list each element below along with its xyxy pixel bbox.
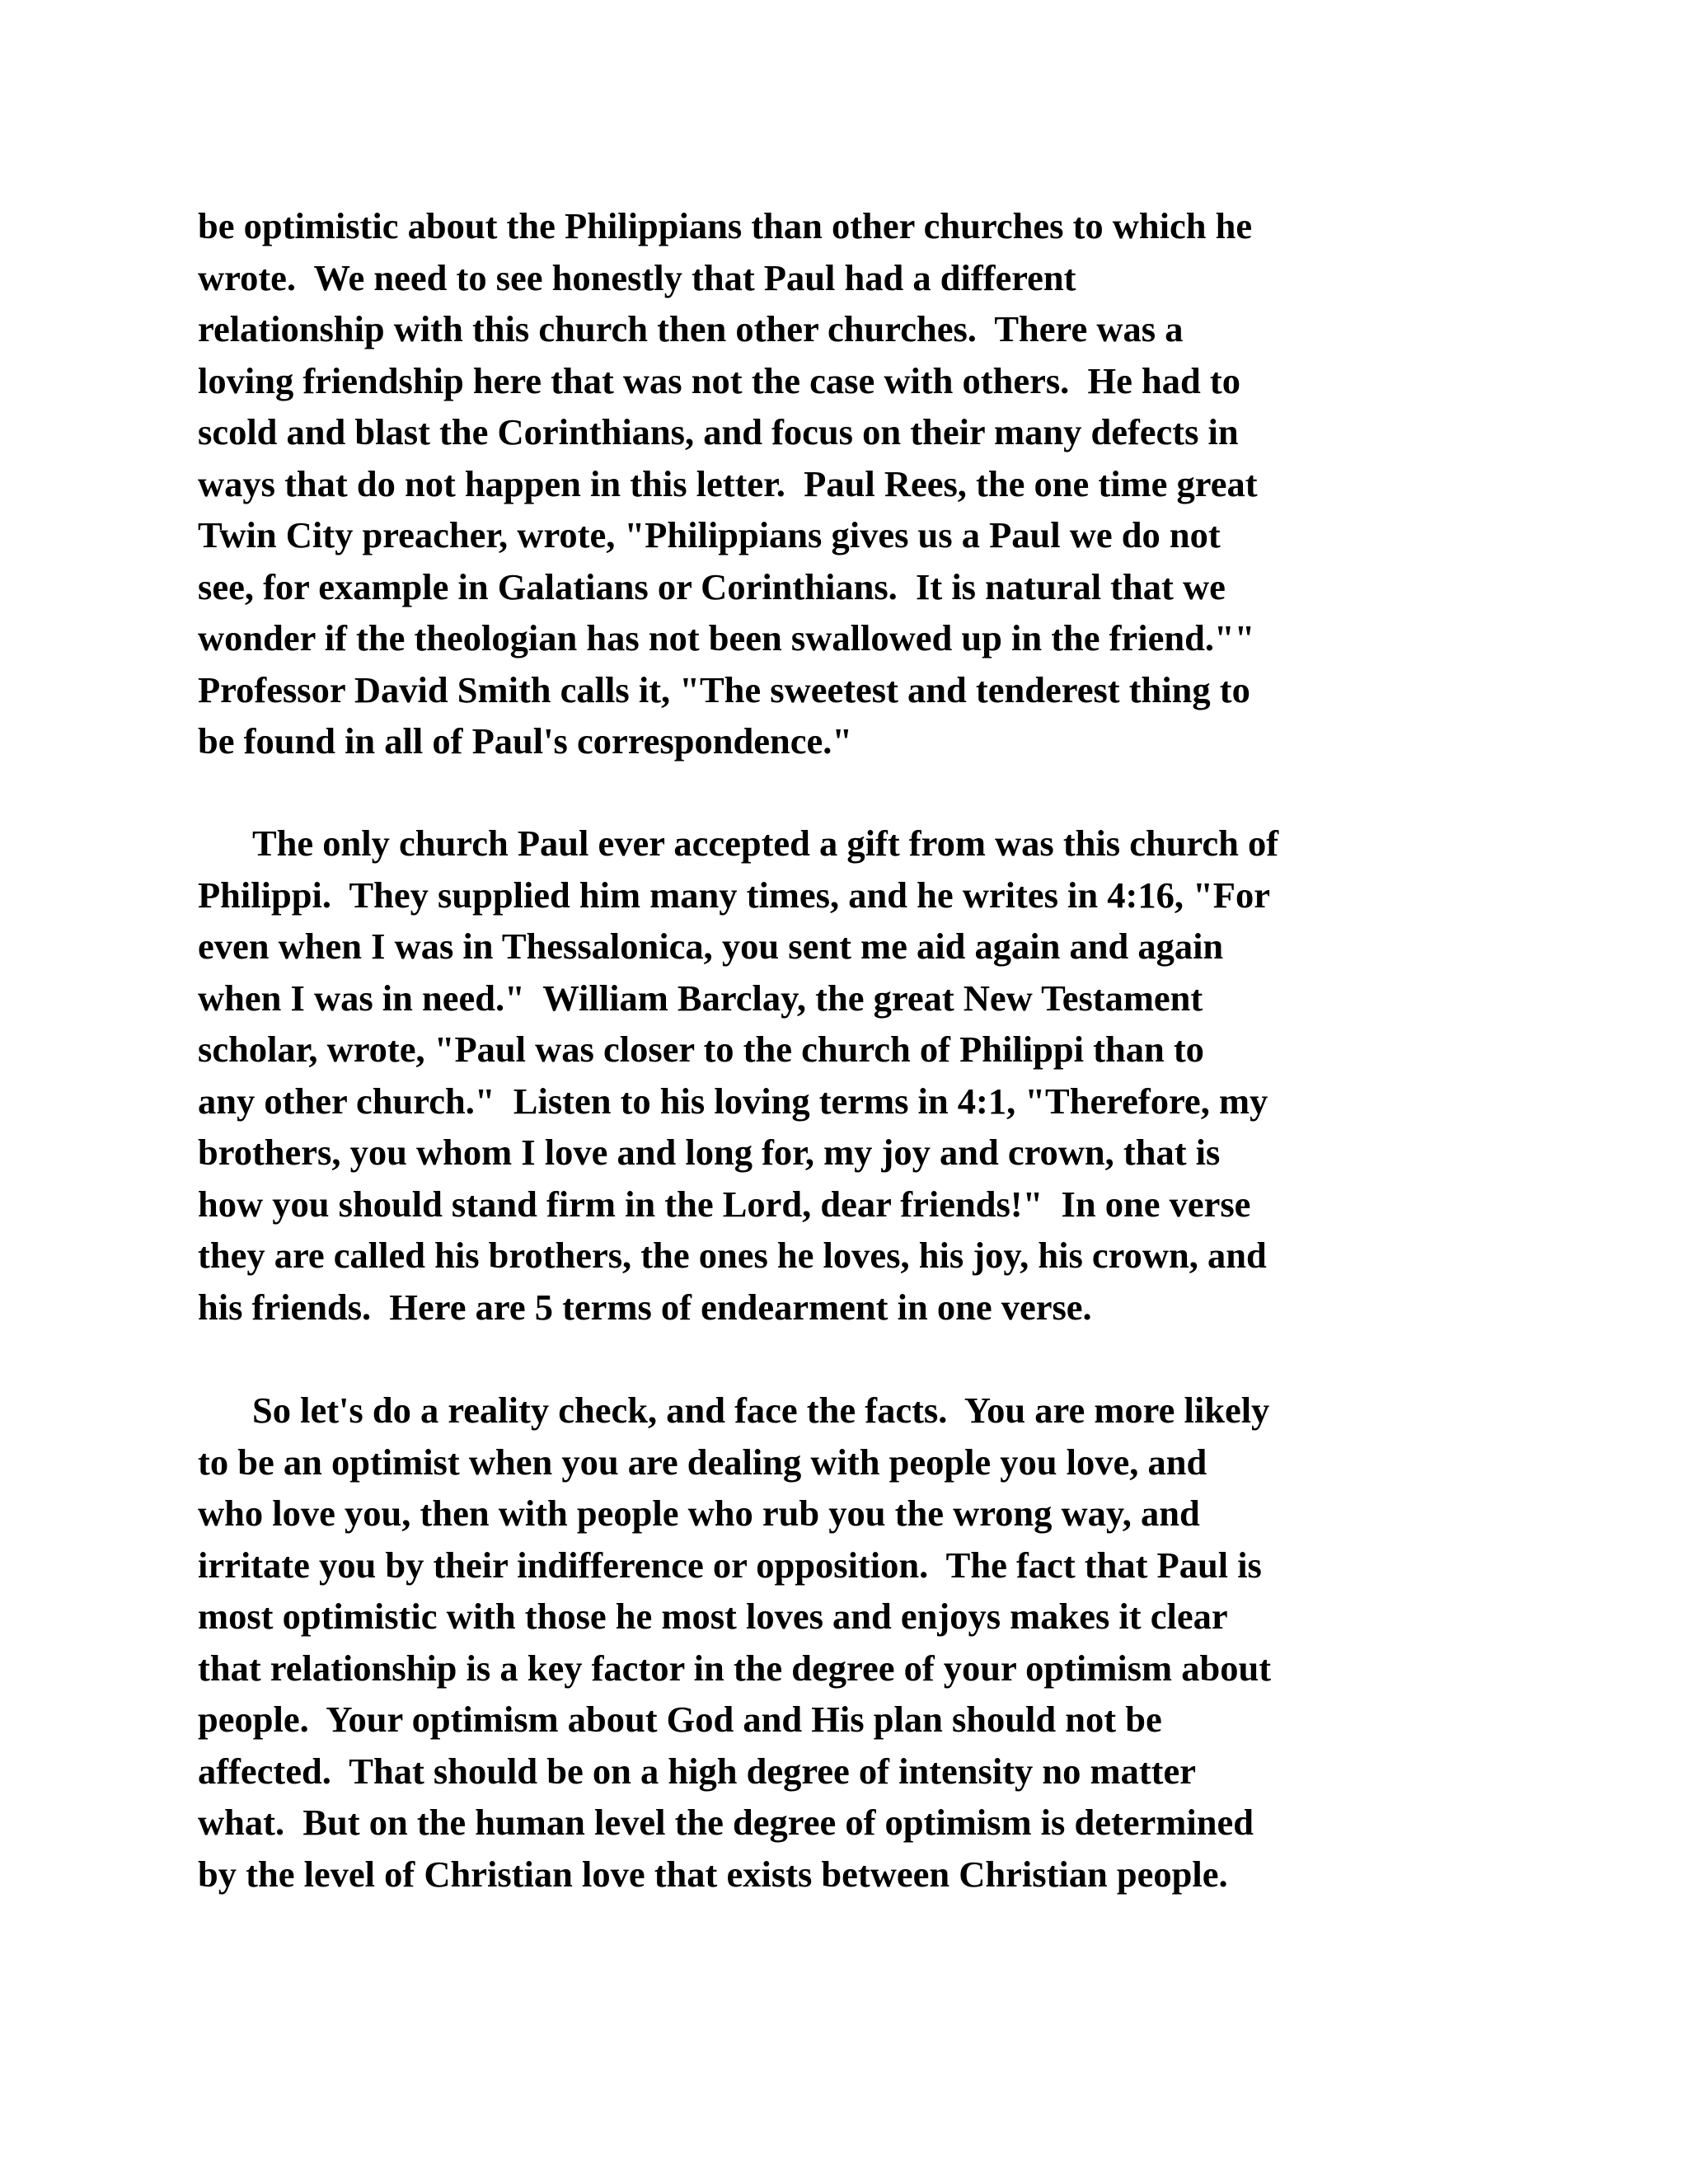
paragraph-line: scold and blast the Corinthians, and focus on their many defects in xyxy=(198,411,1239,452)
paragraph-line: they are called his brothers, the ones he loves, his joy, his crown, and xyxy=(198,1235,1267,1276)
paragraph-line: be optimistic about the Philippians than other churches to which he xyxy=(198,205,1253,246)
paragraph-line: wrote. We need to see honestly that Paul had a different xyxy=(198,256,1076,298)
paragraph-line: when I was in need." William Barclay, the great New Testament xyxy=(198,977,1203,1019)
paragraph-line: even when I was in Thessalonica, you sent me aid again and again xyxy=(198,926,1224,967)
paragraph-line: ways that do not happen in this letter. Paul Rees, the one time great xyxy=(198,462,1258,504)
paragraph-line: Twin City preacher, wrote, "Philippians gives us a Paul we do not xyxy=(198,514,1221,555)
paragraph-line: that relationship is a key factor in the degree of your optimism about xyxy=(198,1647,1272,1689)
paragraph-2 xyxy=(198,818,1517,1333)
paragraph-3 xyxy=(198,1385,1517,1900)
paragraph-line: be found in all of Paul's correspondence." xyxy=(198,720,853,762)
paragraph-line: who love you, then with people who rub you the wrong way, and xyxy=(198,1493,1200,1534)
paragraph-1 xyxy=(198,200,1517,767)
paragraph-line: to be an optimist when you are dealing with people you love, and xyxy=(198,1441,1207,1483)
paragraph-line: what. But on the human level the degree of optimism is determined xyxy=(198,1802,1254,1843)
paragraph-line: irritate you by their indifference or opposition. The fact that Paul is xyxy=(198,1544,1262,1586)
paragraph-line: brothers, you whom I love and long for, my joy and crown, that is xyxy=(198,1132,1221,1173)
paragraph-line: affected. That should be on a high degree of intensity no matter xyxy=(198,1750,1196,1792)
paragraph-line: how you should stand firm in the Lord, dear friends!" In one verse xyxy=(198,1183,1251,1225)
paragraph-line: Philippi. They supplied him many times, and he writes in 4:16, "For xyxy=(198,874,1270,916)
paragraph-line: see, for example in Galatians or Corinthians. It is natural that we xyxy=(198,565,1226,607)
paragraph-line: by the level of Christian love that exists between Christian people. xyxy=(198,1853,1228,1895)
paragraph-line: relationship with this church then other churches. There was a xyxy=(198,308,1184,349)
paragraph-line: any other church." Listen to his loving terms in 4:1, "Therefore, my xyxy=(198,1080,1268,1122)
paragraph-line: wonder if the theologian has not been swallowed up in the friend."" xyxy=(198,617,1255,658)
paragraph-first-line: The only church Paul ever accepted a gift from was this church of xyxy=(252,823,1279,864)
paragraph-line: most optimistic with those he most loves and enjoys makes it clear xyxy=(198,1596,1228,1637)
paragraph-line: his friends. Here are 5 terms of endearment in one verse. xyxy=(198,1286,1092,1328)
paragraph-line: loving friendship here that was not the case with others. He had to xyxy=(198,359,1240,401)
paragraph-line: scholar, wrote, "Paul was closer to the church of Philippi than to xyxy=(198,1029,1204,1070)
paragraph-first-line: So let's do a reality check, and face the facts. You are more likely xyxy=(252,1390,1270,1431)
paragraph-line: Professor David Smith calls it, "The sweetest and tenderest thing to xyxy=(198,668,1250,710)
paragraph-line: people. Your optimism about God and His plan should not be xyxy=(198,1699,1162,1740)
